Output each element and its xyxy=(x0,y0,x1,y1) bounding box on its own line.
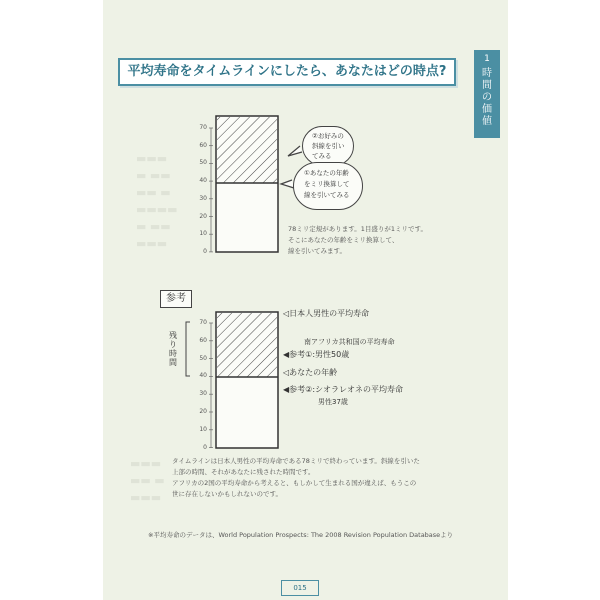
ruler-1-tick-label: 30 xyxy=(199,194,207,202)
ruler-2-tick-label: 50 xyxy=(199,354,207,362)
chart2-note-line: アフリカの2国の平均寿命から考えると、もしかして生まれる国が違えば、もうこの xyxy=(172,479,417,487)
chart1-note-line: 78ミリ定規があります。1目盛りが1ミリです。 xyxy=(288,225,428,233)
chapter-label: 時間の価値 xyxy=(482,68,492,127)
annotation-japan-male: ◁日本人男性の平均寿命 xyxy=(283,309,370,318)
chart1-note-line: そこにあなたの年齢をミリ換算して、 xyxy=(288,236,399,244)
ruler-1-tick-label: 20 xyxy=(199,212,207,220)
ruler-1-tick-label: 50 xyxy=(199,159,207,167)
bubble-step-1-text: ①あなたの年齢をミリ換算して線を引いてみる xyxy=(304,169,350,199)
ruler-1-tick-label: 70 xyxy=(199,124,207,131)
bleed-through-text: ▬▬▬ ▬ ▬▬ ▬▬ ▬ ▬▬▬▬ ▬ ▬▬ ▬▬▬ xyxy=(136,152,178,250)
chart1-note xyxy=(288,224,463,257)
ruler-2-tick-label: 20 xyxy=(199,408,207,415)
page-number: 015 xyxy=(281,580,319,596)
annotation-sierra-leone: ◀参考②:シオラレオネの平均寿命 xyxy=(283,385,403,394)
bleed-through-text: ▬▬▬ ▬▬ ▬ ▬▬▬ xyxy=(130,457,165,504)
ruler-2-tick-label: 30 xyxy=(199,390,207,398)
ruler-2-tick-label: 0 xyxy=(203,443,207,451)
annotation-your-age: ◁あなたの年齢 xyxy=(283,368,338,377)
bubble-tail-top xyxy=(288,146,302,156)
page-title: 平均寿命をタイムラインにしたら、あなたはどの時点? xyxy=(118,58,456,86)
reference-label: 参考 xyxy=(160,290,192,308)
remaining-bracket xyxy=(186,322,190,376)
chart2-note-line: タイムラインは日本人男性の平均寿命である78ミリで終わっています。斜線を引いた xyxy=(172,457,420,465)
remaining-time-label: 残り時間 xyxy=(169,331,177,367)
ruler-1-tick-label: 40 xyxy=(199,177,207,185)
chart2-note-line: 上部の時間、それがあなたに残された時間です。 xyxy=(172,468,315,476)
data-source-footnote: ※平均寿命のデータは、World Population Prospects: The 2008 Revision Population Databaseより xyxy=(148,531,454,539)
ruler-1-tick-label: 10 xyxy=(199,230,207,238)
annotation-south-africa: ◀参考①:男性50歳 xyxy=(283,350,350,359)
hatched-remaining-1 xyxy=(217,117,277,183)
ruler-2-tick-label: 60 xyxy=(199,336,207,344)
chart2-note-line: 世に存在しないかもしれないのです。 xyxy=(172,490,282,498)
bubble-step-2-text: ②お好みの斜線を引いてみる xyxy=(312,132,345,160)
bubble-step-2 xyxy=(302,126,354,166)
chapter-number: 1 xyxy=(484,54,490,64)
ruler-2-tick-label: 10 xyxy=(199,425,207,433)
chart1-note-line: 線を引いてみます。 xyxy=(288,247,346,255)
ruler-2-tick-label: 40 xyxy=(199,372,207,380)
ruler-1-tick-label: 60 xyxy=(199,141,207,149)
bubble-step-1 xyxy=(293,162,363,210)
chart2-note xyxy=(172,456,462,500)
annotation-south-africa-title: 南アフリカ共和国の平均寿命 xyxy=(304,338,395,346)
annotation-sierra-leone-sub: 男性37歳 xyxy=(318,398,348,406)
ruler-2-tick-label: 70 xyxy=(199,319,207,326)
hatched-remaining-2 xyxy=(217,313,277,377)
ruler-1-tick-label: 0 xyxy=(203,247,207,255)
